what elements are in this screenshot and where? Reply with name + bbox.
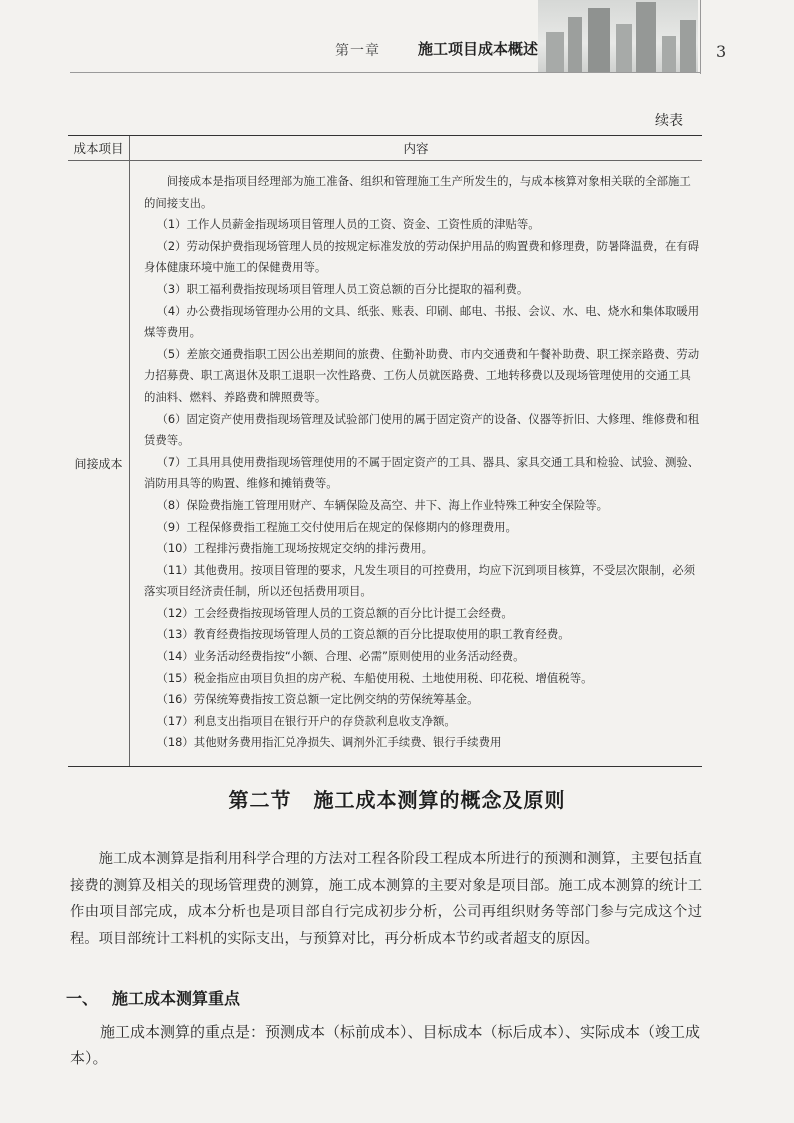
table-row (68, 161, 702, 766)
column-header-content: 内容 (403, 141, 429, 156)
chapter-title: 施工项目成本概述 (418, 40, 539, 58)
page-number: 3 (716, 42, 727, 61)
section-number: 第二节 (228, 788, 292, 812)
continued-table-label: 续表 (655, 113, 683, 129)
list-item: （16）劳保统筹费指按工资总额一定比例交纳的劳保统筹基金。 (156, 692, 479, 707)
list-item: （1）工作人员薪金指现场项目管理人员的工资、资金、工资性质的津贴等。 (156, 217, 540, 232)
section-paragraph: 施工成本测算是指利用科学合理的方法对工程各阶段工程成本所进行的预测和测算，主要包括直接费的测算及相关的现场管理费的测算，施工成本测算的主要对象是项目部。施工成本测算的统计工作由项目部完成，成本分析也是项目部自行完成初步分析，公司再组织财务等部门参与完成这个过程。项目部统计工料机的实际支出，与预算对比，再分析成本节约或者超支的原因。 (70, 851, 702, 948)
list-item: （11）其他费用。按项目管理的要求，凡发生项目的可控费用，均应下沉到项目核算，不受层次限制，必须落实项目经济责任制，所以还包括费用项目。 (144, 562, 695, 599)
cost-table (68, 135, 702, 767)
header-building-image (538, 0, 698, 72)
list-item: （5）差旅交通费指职工因公出差期间的旅费、住勤补助费、市内交通费和午餐补助费、职工探亲路费、劳动力招募费、职工离退休及职工退职一次性路费、工伤人员就医路费、工地转移费以及现场管理使用的交通工具的油料、燃料、养路费和牌照费等。 (144, 346, 700, 404)
row-content (130, 161, 702, 766)
subsection-heading (66, 986, 240, 1009)
chapter-label: 第一章 (335, 43, 380, 59)
section-title: 施工成本测算的概念及原则 (313, 788, 566, 812)
list-item: （10）工程排污费指施工现场按规定交纳的排污费用。 (156, 541, 434, 556)
list-item: （12）工会经费指按现场管理人员的工资总额的百分比计提工会经费。 (156, 605, 513, 620)
list-item: （4）办公费指现场管理办公用的文具、纸张、账表、印刷、邮电、书报、会议、水、电、烧水和集体取暖用煤等费用。 (144, 303, 700, 340)
page-header (0, 0, 794, 74)
list-item: （7）工具用具使用费指现场管理使用的不属于固定资产的工具、器具、家具交通工具和检验、试验、测验、消防用具等的购置、维修和摊销费等。 (144, 454, 700, 491)
list-item: （6）固定资产使用费指现场管理及试验部门使用的属于固定资产的设备、仪器等折旧、大修理、维修费和租赁费等。 (144, 411, 700, 448)
subsection-paragraph: 施工成本测算的重点是：预测成本（标前成本）、目标成本（标后成本）、实际成本（竣工成本）。 (70, 1023, 701, 1067)
list-item: （15）税金指应由项目负担的房产税、车船使用税、土地使用税、印花税、增值税等。 (156, 670, 593, 685)
section-heading (0, 784, 794, 813)
row-label-indirect-cost: 间接成本 (68, 161, 130, 766)
list-item: （9）工程保修费指工程施工交付使用后在规定的保修期内的修理费用。 (156, 519, 517, 534)
list-item: （14）业务活动经费指按“小额、合理、必需”原则使用的业务活动经费。 (156, 649, 525, 664)
list-item: （13）教育经费指按现场管理人员的工资总额的百分比提取使用的职工教育经费。 (156, 627, 570, 642)
subsection-title: 施工成本测算重点 (112, 989, 241, 1008)
column-header-cost-item: 成本项目 (68, 136, 130, 160)
list-item: （17）利息支出指项目在银行开户的存贷款利息收支净额。 (156, 713, 456, 728)
subsection-number: 一、 (66, 989, 99, 1008)
header-rule (70, 72, 700, 73)
indirect-cost-intro: 间接成本是指项目经理部为施工准备、组织和管理施工生产所发生的，与成本核算对象相关联的全部施工的间接支出。 (144, 174, 691, 210)
list-item: （2）劳动保护费指现场管理人员的按规定标准发放的劳动保护用品的购置费和修理费，防暑降温费，在有碍身体健康环境中施工的保健费用等。 (144, 238, 700, 275)
list-item: （3）职工福利费指按现场项目管理人员工资总额的百分比提取的福利费。 (156, 281, 529, 296)
table-header-row (68, 136, 702, 161)
list-item: （18）其他财务费用指汇兑净损失、调剂外汇手续费、银行手续费用 (156, 735, 502, 750)
list-item: （8）保险费指施工管理用财产、车辆保险及高空、井下、海上作业特殊工种安全保险等。 (156, 497, 609, 512)
header-divider (700, 0, 701, 74)
